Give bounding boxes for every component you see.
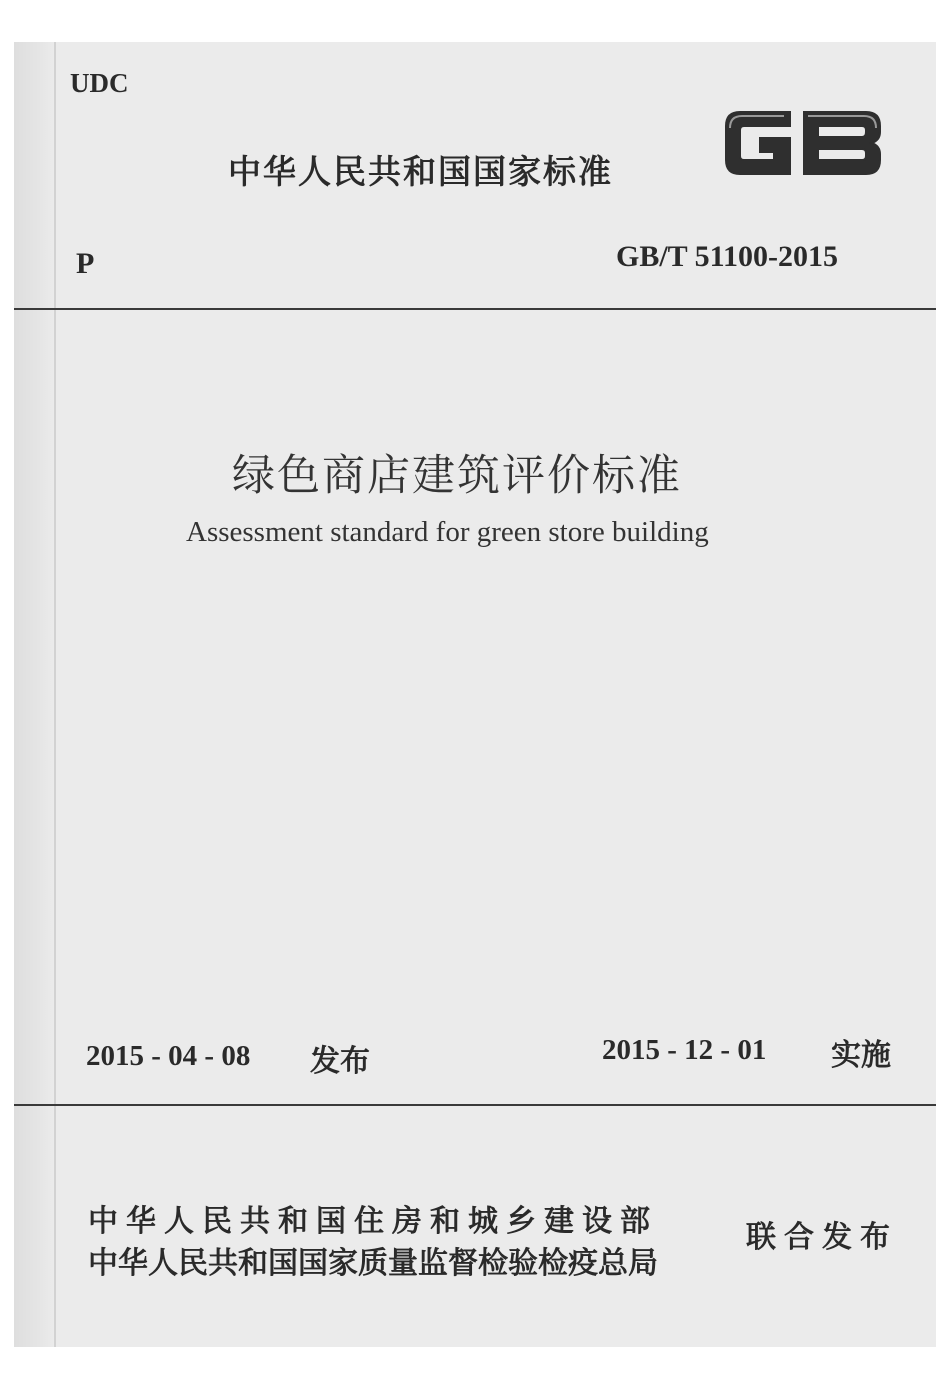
document-cover: [14, 42, 936, 1347]
national-standard-heading: 中华人民共和国国家标准: [228, 152, 613, 191]
implement-label: 实施: [831, 1038, 891, 1073]
top-divider: [14, 308, 936, 310]
gb-logo-icon: [718, 102, 888, 184]
page-edge: [14, 42, 54, 1347]
issue-label: 发布: [310, 1044, 370, 1079]
joint-issue-label: 联合发布: [746, 1220, 898, 1255]
page-edge-line: [54, 42, 56, 1347]
implement-date: 2015 - 12 - 01: [602, 1034, 767, 1066]
standard-number: GB/T 51100-2015: [616, 240, 838, 273]
udc-label: UDC: [70, 68, 129, 98]
title-english: Assessment standard for green store building: [186, 516, 709, 548]
bottom-divider: [14, 1104, 936, 1106]
category-code: P: [76, 247, 95, 280]
issuing-agency-mohurd: 中华人民共和国住房和城乡建设部: [88, 1204, 658, 1239]
title-chinese: 绿色商店建筑评价标准: [232, 453, 682, 500]
issue-date: 2015 - 04 - 08: [86, 1040, 251, 1072]
issuing-agency-aqsiq: 中华人民共和国国家质量监督检验检疫总局: [88, 1246, 658, 1281]
